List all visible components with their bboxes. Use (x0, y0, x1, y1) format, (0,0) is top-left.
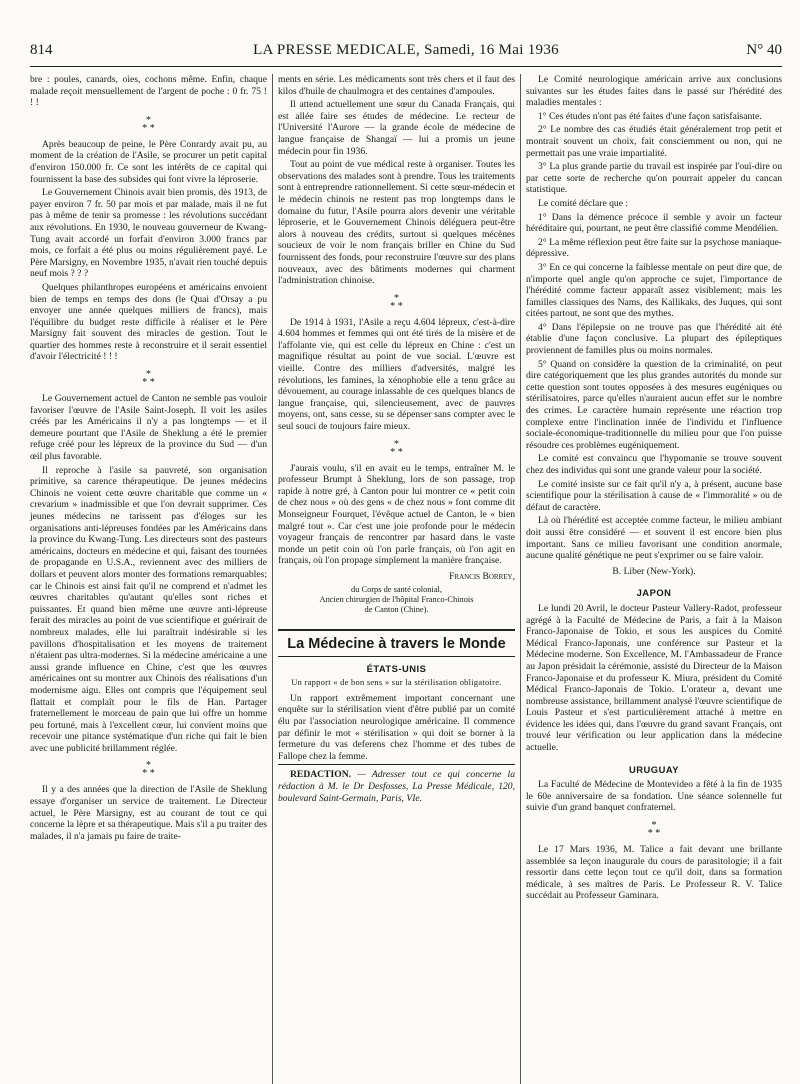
author-affiliation: du Corps de santé colonial, Ancien chirurgien de l'hôpital Franco-Chinois de Canton (Chine). (319, 584, 474, 614)
separator-stars: * * * (390, 292, 403, 312)
header-rule (30, 66, 782, 67)
paragraph: J'aurais voulu, s'il en avait eu le temps, entraîner M. le professeur Brumpt à Sheklung, lors de son passage, trop rapide à notre gré, à Canton pour lui montrer ce « petit coin de chez nous » où des gens « de chez nous » font comme dit Monseigneur Fourquet, l'évêque actuel de Canton, le « bien malgré tout ». Car c'est une joie profonde pour le médecin voyageur français de rencontrer par hasard dans le vaste monde un petit coin où l'on parle français, où l'on agit en français, où l'on propage simplement la manière française. (278, 462, 515, 567)
paragraph: 1° Ces études n'ont pas été faites d'une façon satisfaisante. (538, 110, 762, 122)
separator-stars: * * * (142, 369, 155, 389)
section-title: La Médecine à travers le Monde (287, 635, 506, 652)
paragraph: Quelques philanthropes européens et américains envoient bien de temps en temps des dons (le Quai d'Orsay a pu envoyer une année quelques milliers de francs), mais l'équilibre du budget reste difficile à réaliser et le Père Marsigny fait souvent des miracles de gestion. Tout le quartier des hommes reste à reconstruire et il serait essentiel d'avoir l'électricité ! ! ! (30, 281, 267, 363)
paragraph: De 1914 à 1931, l'Asile a reçu 4.604 lépreux, c'est-à-dire 4.604 hommes et femmes qui ont été tirés de la misère et de l'affolante vie, qui est celle du lépreux en Chine : c'est un magnifique résultat au point de vue social. L'œuvre est vieille. Contre des milliers d'adversités, malgré les révolutions, les famines, la xénophobie elle a tenu grâce au dévouement, au courage inlassable de ces quelques blancs de langue française, qui, silencieusement, avec de pauvres moyens, ont, sans cesse, su se dépenser sans compter avec le seul souci de toujours faire mieux. (278, 316, 515, 433)
paragraph: Après beaucoup de peine, le Père Conrardy avait pu, au moment de la création de l'Asile, se procurer un petit capital d'environ 150.000 fr. Ce sont les intérêts de ce capital qui fournissent la base des subsides qui font vivre la léproserie. (30, 138, 267, 185)
paragraph: Tout au point de vue médical reste à organiser. Toutes les observations des malades sont à prendre. Tous les traitements sont à entreprendre rationnellement. Si cette sœur-médecin et le médecin chinois ne restent pas trop longtemps dans le domaine du futur, l'Asile pourra alors devenir une véritable léproserie, et le Gouvernement Chinois déléguera peut-être alors à nouveau des crédits, surtout si quelques mécènes soucieux de voir le nom français briller en Chine du Sud fournissent des fonds, pour reconstruire l'œuvre sur des plans nouveaux, avec des bâtiments modernes qui charment l'administration chinoise. (278, 159, 515, 287)
separator-stars: * * * (142, 760, 155, 780)
paragraph: 3° En ce qui concerne la faiblesse mentale on peut dire que, de n'importe quel angle qu'on approche ce sujet, l'importance de l'hérédité comme facteur apparaît assez visiblement; mais les familles classiques des Nams, des Kallikaks, des Juques, qui sont citées partout, ne sont que des mythes. (526, 261, 782, 320)
paragraph: Le Gouvernement actuel de Canton ne semble pas vouloir favoriser l'œuvre de l'Asile Saint-Joseph. Il voit les asiles créés par les Américains il n'y a pas longtemps — et il demeure pourtant que l'Asile de Sheklung a été le premier refuge créé pour les lépreux de la province du Sud — d'un œil plus favorable. (30, 393, 267, 463)
paragraph: 3° La plus grande partie du travail est inspirée par l'ouï-dire ou par cette sorte de recherche qu'on pourrait appeler du cancan statistique. (526, 161, 782, 196)
paragraph: Le 17 Mars 1936, M. Talice a fait devant une brillante assemblée sa leçon inaugurale du cours de parasitologie; il a fait ressortir dans cette leçon tout ce qu'il doit, dans sa formation médicale, à ses maîtres de Paris. Le Professeur R. V. Talice succédait au Professeur Gaminara. (526, 844, 782, 902)
column-divider (520, 74, 521, 1084)
paragraph: Le Comité neurologique américain arrive aux conclusions suivantes sur les études faites dans le passé sur l'hérédité des maladies mentales : (526, 74, 782, 109)
paragraph: 5° Quand on considère la question de la criminalité, on peut dire catégoriquement que les plus grandes autorités du monde sur cette question sont toutes opposées à des mesures eugéniques ou stérilisatoires, parce qu'elles n'auraient aucun effet sur le nombre des crimes. Le caractère humain représente une réaction trop complexe entre l'inclination innée de l'individu et l'influence sociale-économique-traditionnelle du milieu pour que l'on puisse résoudre ces problèmes eugéniquement. (526, 358, 782, 451)
paragraph: Le comité insiste sur ce fait qu'il n'y a, à présent, aucune base scientifique pour la stérilisation à cause de « l'immoralité » ou de défaut de caractère. (526, 478, 782, 513)
section-header (278, 629, 515, 657)
paragraph: 2° La même réflexion peut être faite sur la psychose maniaque-dépressive. (526, 236, 782, 260)
separator-stars: * * * (390, 438, 403, 458)
separator-stars: * * * (142, 114, 155, 134)
article-subtitle: Un rapport « de bon sens » sur la stérilisation obligatoire. (291, 678, 502, 688)
paragraph: Le lundi 20 Avril, le docteur Pasteur Vallery-Radot, professeur agrégé à la Faculté de Médecine de Paris, a fait à la Maison Franco-Japonaise de Tokio, et sous les auspices du Comité Médical Franco-Japonais, une conférence sur Pasteur et la Médecine moderne. Son Excellence, M. l'Ambassadeur de France au Japon présidait la cérémonie, assisté du Directeur de la Maison Franco-Japonaise et du professeur K. Miura, président du Comité Médical Franco-Japonais de Tokio. L'orateur a, devant une nombreuse assistance, brillamment analysé l'œuvre scientifique de Louis Pasteur et s'est particulièrement attaché à mettre en évidence les idées qui, dans l'œuvre du grand savant Français, ont trouvé leur vérification ou leur application dans la médecine actuelle. (526, 602, 782, 754)
column-divider (272, 74, 273, 1084)
separator-stars: * * * (647, 820, 661, 840)
paragraph: Le Gouvernement Chinois avait bien promis, dès 1913, de payer environ 7 fr. 50 par mois et par malade, mais il ne fut pas à même de tenir sa promesse : les révolutions succédant aux révolutions. En 1930, le nouveau gouverneur de Kwang-Tung avait accordé un forfait d'environ 3.000 francs par mois, ce forfait a été plus ou moins régulièrement payé. Le Père Marsigny, en Novembre 1935, n'avait rien touché depuis neuf mois ? ? ? (30, 187, 267, 280)
country-heading: URUGUAY (628, 763, 680, 775)
country-heading: ÉTATS-UNIS (366, 662, 427, 674)
redaction-notice: REDACTION. — Adresser tout ce qui concerne la rédaction à M. le Dr Desfosses, La Presse Médicale, 120, boulevard Saint-Germain, Paris, VIe. (278, 764, 515, 804)
paragraph: La Faculté de Médecine de Montevideo a fêté à la fin de 1935 le 60e anniversaire de sa fondation. Une séance solennelle fut suivie d'un grand banquet confraternel. (526, 779, 782, 814)
paragraph: Il reproche à l'asile sa pauvreté, son organisation primitive, sa carence thérapeutique. De jeunes médecins Chinois ne voient cette œuvre charitable que comme un « crevarium » inadmissible et que l'on devrait supprimer. Ces jeunes médecins ne tarissent pas d'éloges sur les organisations anti-lépreuses fondées par les Américains dans la province du Kwang-Tung. Les directeurs sont des pasteurs américains, docteurs en médecine et qui, faisant des tournées de propagande en U.S.A., reviennent avec des milliers de dollars et peuvent alors monter des formations remarquables; car le Chinois est ainsi fait qu'il ne comprend et n'admet les œuvres charitables qu'autant qu'elles sont riches et puissantes. Et quand bien même une œuvre anti-lépreuse ferait des miracles au point de vue scientifique et guérirait de nombreux malades, elle lui paraîtrait indésirable si les pavillons d'hospitalisation et les moyens de traitement n'étaient pas ultra-modernes. Si la médecine américaine a une aussi grande influence en Chine, c'est que les œuvres américaines ont su montrer aux Chinois des réalisations d'un modernisme aigu. Elles ont compris que l'équipement seul flattait et complaît pour le fils de Han. Partager fraternellement le morceau de pain que lui offre un homme peu fortuné, mais à l'excellent cœur, lui convient moins que recevoir une pitance systématique d'un riche qui fait le bien avec une publicité brillamment réglée. (30, 464, 267, 754)
paragraph: Là où l'hérédité est acceptée comme facteur, le milieu ambiant doit aussi être considéré — et souvent il est encore bien plus important. Sans ce milieu favorisant une condition anormale, aucune qualité génétique ne peut s'exprimer ou se faire valoir. (526, 515, 782, 562)
column-1 (30, 74, 267, 844)
page-number: 814 (30, 42, 53, 58)
column-2 (278, 74, 515, 806)
country-heading: JAPON (636, 587, 672, 599)
paragraph: Le comité est convaincu que l'hypomanie se trouve souvent chez des individus qui sont une grande valeur pour la société. (526, 453, 782, 476)
paragraph: Il y a des années que la direction de l'Asile de Sheklung essaye d'organiser un service de traitement. Le Directeur actuel, le Père Marsigny, est au courant de tout ce qui concerne la lèpre et sa thérapeutique. Mais s'il a pu traiter des malades, il n'a jamais pu faire de traite- (30, 784, 267, 842)
paragraph: Il attend actuellement une sœur du Canada Français, qui est allée faire ses études de médecine. Le recteur de l'Université l'Aurore — la grande école de médecine de langue française de Shangaï — lui a promis un jeune médecin pour fin 1936. (278, 99, 515, 157)
paragraph: Le comité déclare que : (538, 197, 629, 209)
issue-number: N° 40 (746, 42, 782, 58)
paragraph: ments en série. Les médicaments sont très chers et il faut des kilos d'huile de chaulmogra et des centaines d'ampoules. (278, 74, 515, 97)
column-3 (526, 74, 782, 904)
journal-title: LA PRESSE MEDICALE, Samedi, 16 Mai 1936 (253, 42, 559, 58)
paragraph: bre : poules, canards, oies, cochons même. Enfin, chaque malade reçoit mensuellement de l'argent de poche : 0 fr. 75 ! ! ! (30, 74, 267, 109)
page-header (30, 42, 782, 66)
paragraph: 1° Dans la démence précoce il semble y avoir un facteur héréditaire qui, pourtant, ne peut être classifié comme Mendélien. (526, 211, 782, 235)
author-signature: B. Liber (New-York). (612, 565, 696, 577)
paragraph: 2° Le nombre des cas étudiés était généralement trop petit et montrait souvent un choix, fait consciemment ou non, qui ne permettait pas une vraie impartialité. (526, 124, 782, 159)
author-signature: Francis Borrey, (449, 570, 515, 582)
paragraph: Un rapport extrêmement important concernant une enquête sur la stérilisation vient d'être publié par un comité élu par l'association neurologique américaine. Il commence par définir le mot « stérilisation » qui doit se borner à la fermeture du vas deferens chez l'homme et des tubes de Fallope chez la femme. (278, 692, 515, 762)
paragraph: 4° Dans l'épilepsie on ne trouve pas que l'hérédité ait été établie d'une façon conclusive. La plupart des épileptiques proviennent de familles plus ou moins normales. (526, 321, 782, 357)
